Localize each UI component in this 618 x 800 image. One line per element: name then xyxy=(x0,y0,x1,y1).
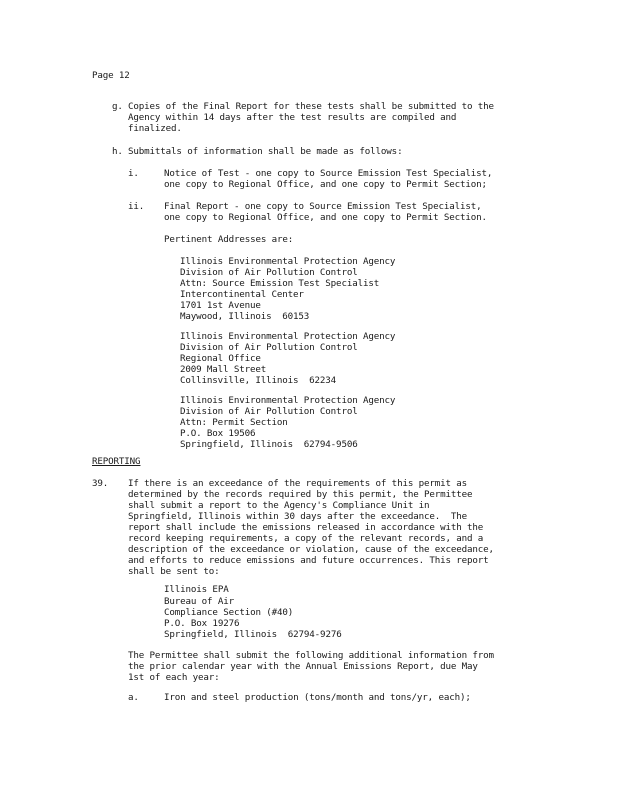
epa-address-line: Bureau of Air xyxy=(164,596,234,607)
address-line: Division of Air Pollution Control xyxy=(180,342,358,353)
item-h-ii-text: one copy to Regional Office, and one copy to Permit Section. xyxy=(164,212,487,223)
item-h-i-text: one copy to Regional Office, and one copy to Permit Section; xyxy=(164,179,487,190)
item-g-text: Agency within 14 days after the test results are compiled and xyxy=(128,112,457,123)
address-line: 1701 1st Avenue xyxy=(180,300,261,311)
annual-text: 1st of each year: xyxy=(128,672,220,683)
address-line: Division of Air Pollution Control xyxy=(180,406,358,417)
reporting-heading: REPORTING xyxy=(92,456,141,467)
item-a-marker: a. xyxy=(128,692,139,703)
item-h-intro: Submittals of information shall be made as follows: xyxy=(128,146,403,157)
condition-text: shall submit a report to the Agency's Compliance Unit in xyxy=(128,500,430,511)
address-line: 2009 Mall Street xyxy=(180,364,267,375)
condition-text: and efforts to reduce emissions and future occurrences. This report xyxy=(128,555,489,566)
address-line: Intercontinental Center xyxy=(180,289,304,300)
address-line: P.O. Box 19506 xyxy=(180,428,256,439)
item-g-marker: g. xyxy=(112,101,123,112)
address-line: Attn: Source Emission Test Specialist xyxy=(180,278,380,289)
annual-text: the prior calendar year with the Annual Emissions Report, due May xyxy=(128,661,478,672)
epa-address-line: Illinois EPA xyxy=(164,584,229,595)
address-line: Collinsville, Illinois 62234 xyxy=(180,375,337,386)
epa-address-line: Springfield, Illinois 62794-9276 xyxy=(164,629,342,640)
condition-text: If there is an exceedance of the requirements of this permit as xyxy=(128,478,468,489)
epa-address-line: P.O. Box 19276 xyxy=(164,618,240,629)
item-h-i-text: Notice of Test - one copy to Source Emission Test Specialist, xyxy=(164,168,493,179)
address-line: Illinois Environmental Protection Agency xyxy=(180,256,396,267)
address-line: Regional Office xyxy=(180,353,261,364)
condition-text: report shall include the emissions released in accordance with the xyxy=(128,522,484,533)
annual-text: The Permittee shall submit the following additional information from xyxy=(128,650,494,661)
item-g-text: Copies of the Final Report for these tests shall be submitted to the xyxy=(128,101,494,112)
addresses-heading: Pertinent Addresses are: xyxy=(164,234,294,245)
condition-number: 39. xyxy=(92,478,109,489)
address-line: Attn: Permit Section xyxy=(180,417,288,428)
address-line: Maywood, Illinois 60153 xyxy=(180,311,310,322)
item-h-i-marker: i. xyxy=(128,168,139,179)
address-line: Springfield, Illinois 62794-9506 xyxy=(180,439,358,450)
item-h-ii-marker: ii. xyxy=(128,201,145,212)
condition-text: record keeping requirements, a copy of the relevant records, and a xyxy=(128,533,484,544)
condition-text: shall be sent to: xyxy=(128,566,220,577)
item-g-text: finalized. xyxy=(128,123,182,134)
item-h-ii-text: Final Report - one copy to Source Emission Test Specialist, xyxy=(164,201,482,212)
epa-address-line: Compliance Section (#40) xyxy=(164,607,294,618)
page-number: Page 12 xyxy=(92,70,130,81)
condition-text: determined by the records required by this permit, the Permittee xyxy=(128,489,473,500)
address-line: Division of Air Pollution Control xyxy=(180,267,358,278)
condition-text: Springfield, Illinois within 30 days after the exceedance. The xyxy=(128,511,468,522)
item-a-text: Iron and steel production (tons/month and tons/yr, each); xyxy=(164,692,471,703)
address-line: Illinois Environmental Protection Agency xyxy=(180,331,396,342)
condition-text: description of the exceedance or violation, cause of the exceedance, xyxy=(128,544,494,555)
address-line: Illinois Environmental Protection Agency xyxy=(180,395,396,406)
item-h-marker: h. xyxy=(112,146,123,157)
